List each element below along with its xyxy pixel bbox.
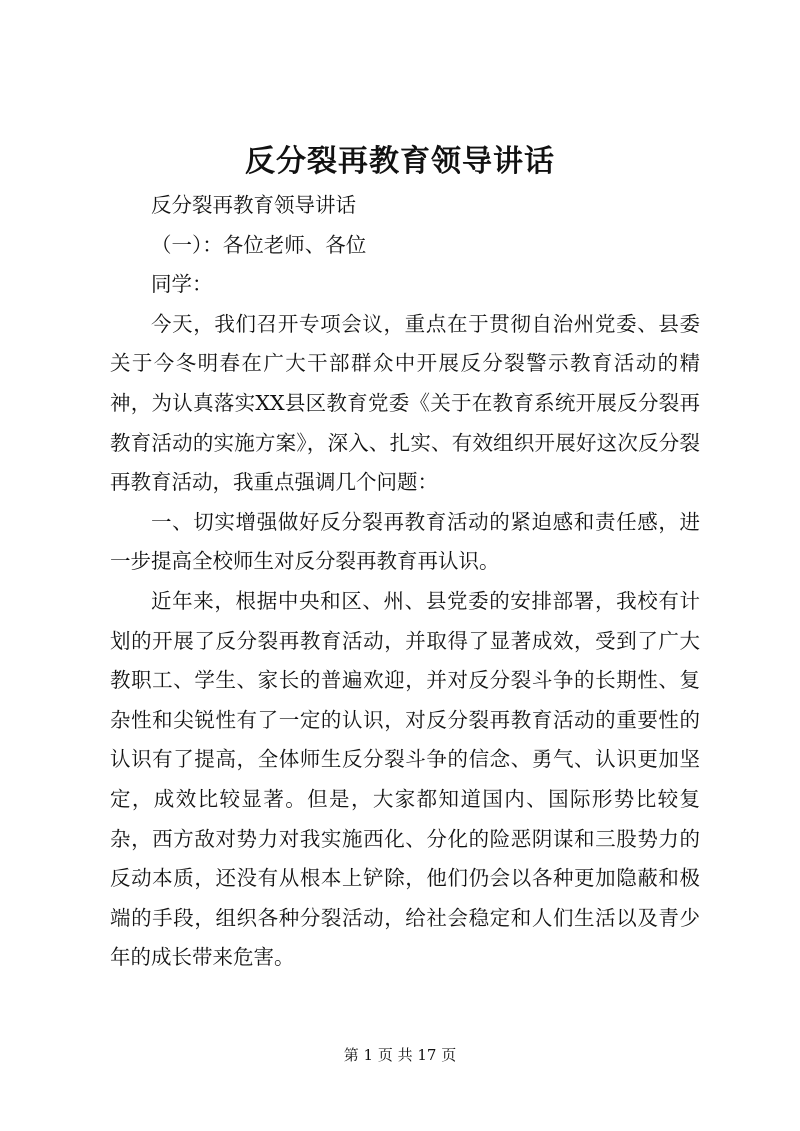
- paragraph-salutation-2: 同学：: [151, 272, 213, 297]
- paragraph-point-one: 一、切实增强做好反分裂再教育活动的紧迫感和责任感，进一步提高全校师生对反分裂再教育再认识。: [110, 509, 700, 574]
- document-body: [110, 186, 700, 978]
- paragraph-salutation-1: （一）：各位老师、各位: [151, 232, 367, 257]
- paragraph-subtitle: 反分裂再教育领导讲话: [151, 193, 356, 217]
- paragraph-background: 近年来，根据中央和区、州、县党委的安排部署，我校有计划的开展了反分裂再教育活动，并取得了显著成效，受到了广大教职工、学生、家长的普遍欢迎，并对反分裂斗争的长期性、复杂性和尖锐性有了一定的认识，对反分裂再教育活动的重要性的认识有了提高，全体师生反分裂斗争的信念、勇气、认识更加坚定，成效比较显著。但是，大家都知道国内、国际形势比较复杂，西方敌对势力对我实施西化、分化的险恶阴谋和三股势力的反动本质，还没有从根本上铲除，他们仍会以各种更加隐蔽和极端的手段，组织各种分裂活动，给社会稳定和人们生活以及青少年的成长带来危害。: [110, 588, 700, 970]
- paragraph-intro: 今天，我们召开专项会议，重点在于贯彻自治州党委、县委关于今冬明春在广大干部群众中开展反分裂警示教育活动的精神，为认真落实XX县区教育党委《关于在教育系统开展反分裂再教育活动的实施方案》，深入、扎实、有效组织开展好这次反分裂再教育活动，我重点强调几个问题：: [110, 311, 700, 495]
- page-number-footer: 第 1 页 共 17 页: [343, 1046, 457, 1064]
- document-title: 反分裂再教育领导讲话: [245, 144, 555, 179]
